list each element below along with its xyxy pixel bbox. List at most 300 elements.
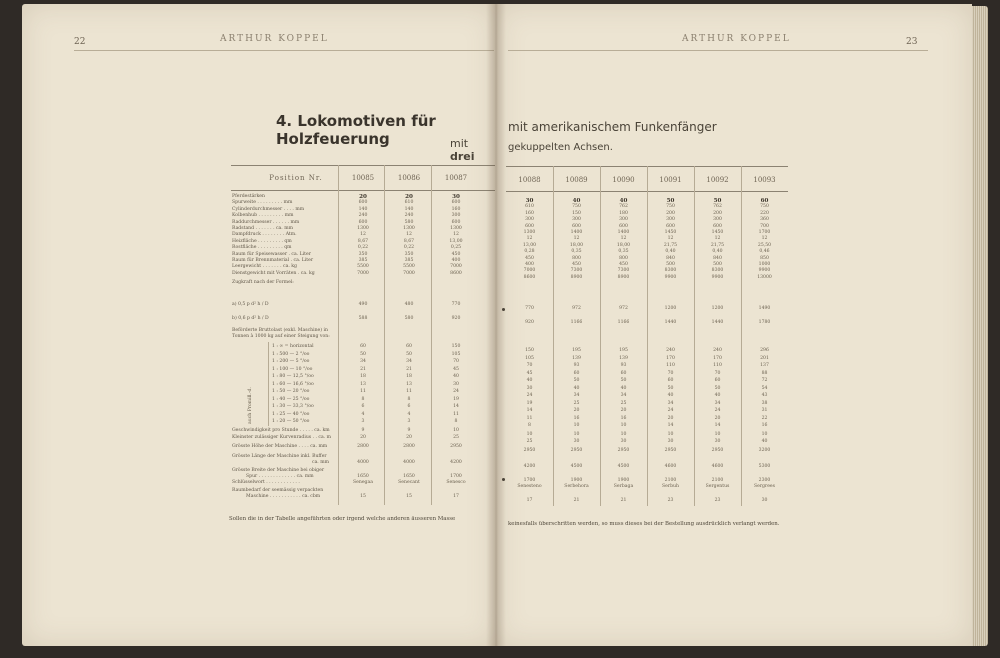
grade-label: 1 : 80 — 12,5 °/oo (272, 374, 314, 379)
table-cell: 2100 (664, 478, 677, 483)
table-cell: 1700 (758, 230, 771, 235)
table-cell: 2950 (570, 448, 583, 453)
table-cell: 0,40 (665, 249, 676, 255)
row-label: Dampfdruck . . . . . . . . Atm. (232, 232, 297, 238)
table-cell: 12 (620, 236, 627, 242)
table-cell: 5500 (357, 264, 369, 270)
table-cell: 8,67 (403, 238, 415, 244)
table-cell: 110 (666, 363, 675, 368)
table-cell: 20 (573, 408, 580, 413)
table-cell: 8900 (617, 274, 630, 280)
table-cell: 800 (619, 255, 628, 261)
table-cell: 9900 (711, 274, 724, 280)
table-cell: 350 (404, 251, 414, 257)
table-cell: 770 (451, 302, 461, 307)
table-cell: 12 (667, 236, 674, 242)
table-cell: 4 (361, 411, 365, 417)
table-cell: 201 (760, 355, 769, 361)
table-cell: 9900 (758, 268, 771, 274)
table-cell: 10 (573, 432, 580, 437)
table-cell: 1166 (570, 320, 583, 325)
title-right: mit amerikanischem Funkenfänger (508, 120, 717, 134)
table-cell: 600 (358, 219, 368, 225)
table-cell: 220 (760, 210, 769, 216)
table-cell: 2800 (357, 444, 369, 449)
table-cell: 300 (713, 217, 722, 223)
table-cell: 170 (666, 355, 675, 361)
table-cell: 12 (761, 236, 768, 242)
table-cell: 4200 (450, 460, 462, 465)
table-cell: 1450 (664, 230, 677, 235)
table-cell: 600 (666, 223, 675, 229)
footnote-right: keinesfalls überschritten werden, so muss dieses bei der Bestellung ausdrücklich verlangt werden. (508, 521, 780, 527)
table-cell: 490 (358, 302, 368, 307)
table-cell: 1440 (711, 320, 724, 325)
table-cell: 500 (713, 262, 722, 267)
table-cell: 30 (452, 194, 460, 200)
row-label: Radstand . . . . . . . ca. mm (232, 226, 293, 231)
table-cell: 19 (526, 400, 533, 406)
table-cell: 50 (667, 385, 674, 391)
table-cell: 12 (526, 236, 533, 242)
table-cell: 38 (761, 400, 768, 406)
table-cell: 21,75 (710, 242, 725, 248)
table-cell: 24 (526, 393, 533, 398)
table-cell: 13 (406, 381, 412, 387)
table-cell: 30 (453, 381, 459, 387)
table-cell: 2800 (403, 444, 415, 449)
table-cell: 1166 (617, 320, 630, 325)
table-cell: 13 (360, 381, 366, 387)
table-cell: 137 (760, 363, 769, 368)
table-cell: 17 (526, 498, 533, 503)
table-cell: 45 (453, 366, 459, 372)
table-cell: 10 (573, 423, 580, 428)
table-cell: 7300 (570, 268, 583, 274)
grade-label: 1 : 30 — 33,3 °/oo (272, 404, 314, 409)
row-label: Maschine . . . . . . . . . . . ca. cbm (246, 494, 321, 499)
table-cell: 15 (360, 494, 366, 499)
table-cell: 30 (525, 198, 534, 204)
table-cell: 1400 (617, 230, 630, 235)
table-cell: 15 (406, 494, 412, 499)
page-number-right: 23 (906, 37, 918, 47)
table-cell: 5300 (758, 464, 771, 469)
table-cell: 10 (620, 432, 627, 437)
table-cell: 300 (451, 213, 461, 219)
table-cell: 4200 (523, 464, 536, 469)
table-cell: 3200 (758, 448, 771, 453)
table-cell: 0,35 (618, 249, 629, 255)
table-cell: 1000 (758, 262, 771, 267)
table-cell: 50 (713, 198, 722, 204)
gutter-mark (502, 478, 505, 481)
table-cell: 2100 (711, 478, 724, 483)
table-cell: 0,28 (524, 249, 535, 255)
table-cell: 300 (525, 217, 534, 223)
table-cell: 762 (713, 204, 722, 210)
table-cell: 9 (407, 428, 411, 433)
table-cell: 105 (525, 355, 534, 361)
table-cell: 920 (525, 320, 534, 325)
table-cell: 1900 (617, 478, 630, 483)
table-cell: 40 (761, 439, 768, 444)
table-cell: 1300 (357, 226, 369, 231)
table-cell: 20 (714, 415, 721, 421)
table-cell: 25 (620, 400, 627, 406)
table-cell: 72 (761, 378, 768, 383)
table-cell: 20 (359, 194, 367, 200)
grade-label: 1 : 200 — 5 °/oo (272, 359, 310, 364)
header-rule-left (74, 50, 494, 51)
table-cell: 30 (526, 385, 533, 391)
table-cell: 34 (406, 359, 412, 364)
row-label: Heizfläche . . . . . . . . . qm (232, 238, 292, 244)
table-cell: 25,50 (757, 242, 772, 248)
table-cell: 610 (404, 200, 414, 206)
table-cell: 60 (667, 378, 674, 383)
table-cell: 840 (713, 255, 722, 261)
table-cell: 9900 (664, 274, 677, 280)
table-cell: 8900 (570, 274, 583, 280)
table-cell: 14 (453, 404, 459, 409)
table-cell: 7000 (357, 270, 369, 276)
table-cell: 70 (714, 370, 721, 376)
page-number-left: 22 (74, 37, 86, 47)
table-cell: Serbaga (613, 484, 634, 489)
row-label: Rostfläche . . . . . . . . . qm (232, 245, 292, 251)
table-cell: 19 (453, 396, 459, 402)
table-cell: 40 (526, 378, 533, 383)
table-cell: 580 (404, 316, 414, 321)
table-cell: 7000 (403, 270, 415, 276)
table-cell: Senesteno (517, 484, 542, 489)
row-label: Leergewicht . . . . . . . ca. kg (232, 264, 297, 270)
table-cell: 70 (453, 359, 459, 364)
table-cell: 25 (453, 435, 459, 440)
table-cell: 972 (619, 306, 628, 311)
grade-label: 1 : ∞ = horizontal (272, 344, 314, 349)
table-cell: 23 (714, 498, 721, 503)
table-cell: 30 (620, 439, 627, 444)
table-cell: 13,00 (449, 238, 463, 244)
table-cell: 0,25 (450, 245, 462, 251)
table-cell: 30 (714, 439, 721, 444)
table-cell: 300 (572, 217, 581, 223)
table-cell: 7000 (523, 268, 536, 274)
table-cell: 600 (525, 223, 534, 229)
table-cell: 972 (572, 306, 581, 311)
row-label: Spur . . . . . . . . . . . . . ca. mm (246, 474, 314, 479)
table-cell: 60 (714, 378, 721, 383)
gutter-mark (502, 308, 505, 311)
table-cell: 4600 (664, 464, 677, 469)
table-cell: 4000 (357, 460, 369, 465)
table-cell: 34 (667, 400, 674, 406)
table-cell: 450 (525, 255, 534, 261)
title-left: 4. Lokomotiven für Holzfeuerung (276, 112, 436, 148)
table-cell: 1650 (403, 474, 415, 479)
table-cell: 150 (525, 348, 534, 353)
column-header: 10093 (753, 176, 776, 184)
table-cell: 40 (453, 374, 459, 379)
table-cell: 45 (526, 370, 533, 376)
table-cell: 50 (573, 378, 580, 383)
table-cell: 10 (620, 423, 627, 428)
table-cell: 40 (573, 385, 580, 391)
table-cell: 40 (667, 393, 674, 398)
table-cell: 400 (451, 258, 461, 263)
table-cell: 10 (453, 428, 459, 433)
table-cell: 4000 (403, 460, 415, 465)
table-cell: 1450 (711, 230, 724, 235)
table-cell: 1300 (523, 230, 536, 235)
table-cell: 16 (761, 423, 768, 428)
table-cell: 160 (451, 206, 461, 212)
page-edges (972, 6, 988, 646)
table-cell: 296 (760, 348, 769, 353)
table-cell: 50 (666, 198, 675, 204)
table-cell: 1490 (758, 306, 771, 311)
table-cell: 700 (760, 223, 769, 229)
table-cell: 600 (572, 223, 581, 229)
table-cell: 8,67 (357, 238, 369, 244)
subtitle-left-bold: drei (450, 150, 475, 163)
row-label: Schlüsselwort . . . . . . . . . . . . (232, 480, 300, 485)
table-cell: 8300 (664, 268, 677, 274)
table-cell: Senecant (398, 480, 420, 485)
table-cell: 6 (407, 404, 411, 409)
table-cell: 40 (572, 198, 581, 204)
table-cell: 34 (620, 393, 627, 398)
grade-label: 1 : 50 — 20 °/oo (272, 389, 310, 394)
table-cell: 16 (573, 415, 580, 421)
table-cell: 20 (667, 415, 674, 421)
grade-label: 1 : 60 — 16,6 °/oo (272, 381, 314, 387)
table-cell: 93 (573, 363, 580, 368)
column-header: 10088 (518, 176, 541, 184)
table-cell: 8600 (523, 274, 536, 280)
table-cell: 34 (714, 400, 721, 406)
table-cell: 2300 (758, 478, 771, 483)
table-cell: 12 (360, 232, 366, 238)
table-cell: 600 (358, 200, 368, 206)
table-cell: 12 (406, 232, 412, 238)
table-cell: 70 (526, 363, 533, 368)
row-label: Beförderte Bruttolast (exkl. Maschine) in (232, 328, 328, 333)
table-cell: 920 (451, 316, 461, 321)
grade-label: 1 : 20 — 50 °/oo (272, 419, 310, 424)
table-cell: 800 (572, 255, 581, 261)
table-cell: 60 (573, 370, 580, 376)
table-cell: 2950 (711, 448, 724, 453)
table-cell: 50 (714, 385, 721, 391)
table-cell: 21 (620, 498, 627, 503)
table-cell: 25 (573, 400, 580, 406)
table-cell: 14 (667, 423, 674, 428)
table-cell: 4 (407, 411, 411, 417)
table-cell: Sergentus (705, 484, 730, 489)
table-cell: 21,75 (663, 242, 678, 248)
table-cell: 150 (572, 210, 581, 216)
table-cell: 12 (453, 232, 459, 238)
table-cell: 50 (406, 351, 412, 357)
row-label: Raum für Speisewasser . ca. Liter (232, 251, 311, 257)
table-cell: 5500 (403, 264, 415, 270)
table-cell: 21 (573, 498, 580, 503)
table-cell: 70 (667, 370, 674, 376)
table-cell: Sergrees (754, 484, 775, 489)
table-cell: 2950 (664, 448, 677, 453)
table-cell: Serbuh (662, 484, 679, 489)
row-label: Zugkraft nach der Formel: (232, 280, 294, 285)
table-cell: 0,22 (403, 245, 415, 251)
column-header: 10092 (706, 176, 729, 184)
table-cell: 10 (526, 432, 533, 437)
row-label: a) 0,5 p d² h / D (232, 302, 269, 307)
table-cell: 1700 (523, 478, 536, 483)
table-cell: 140 (358, 206, 368, 212)
row-label: Grösste Breite der Maschine bei obiger (232, 468, 325, 473)
table-cell: 110 (713, 363, 722, 368)
footnote-left: Sollen die in der Tabelle angeführten oder irgend welche anderen äusseren Masse (229, 516, 456, 522)
column-header: 10085 (351, 174, 375, 182)
table-cell: 11 (526, 415, 533, 421)
grade-label: 1 : 500 — 2 °/oo (272, 351, 310, 357)
table-cell: 88 (761, 370, 768, 376)
grade-bracket (268, 342, 269, 426)
table-cell: 160 (525, 210, 534, 216)
row-label: Tonnen à 1000 kg auf einer Steigung von: (232, 334, 330, 339)
table-cell: 60 (406, 344, 412, 349)
table-cell: 40 (619, 198, 628, 204)
table-cell: 4600 (711, 464, 724, 469)
table-cell: 18,00 (569, 242, 584, 248)
table-cell: 20 (406, 435, 412, 440)
table-cell: 400 (525, 262, 534, 267)
table-cell: 360 (760, 217, 769, 223)
table-cell: 580 (404, 219, 414, 225)
table-cell: 1200 (711, 306, 724, 311)
table-cell: 10 (714, 432, 721, 437)
grade-side-label: auch Promill.-d. (248, 387, 253, 424)
table-cell: 450 (451, 251, 461, 257)
table-cell: 480 (404, 302, 414, 307)
column-header: 10091 (659, 176, 682, 184)
table-cell: 12 (714, 236, 721, 242)
column-header: 10087 (444, 174, 468, 182)
table-cell: 18 (360, 374, 366, 379)
table-cell: 30 (573, 439, 580, 444)
table-cell: 200 (666, 210, 675, 216)
table-cell: 34 (573, 393, 580, 398)
table-cell: 60 (360, 344, 366, 349)
table-cell: 18 (406, 374, 412, 379)
table-cell: 8 (407, 396, 411, 402)
table-cell: 31 (761, 408, 768, 413)
table-cell: Senegaa (353, 480, 373, 485)
table-cell: 0,35 (571, 249, 582, 255)
table-cell: 1700 (450, 474, 462, 479)
table-cell: 450 (572, 262, 581, 267)
table-cell: 9 (361, 428, 365, 433)
table-cell: 139 (619, 355, 628, 361)
table-cell: 3 (361, 419, 365, 424)
table-cell: 240 (404, 213, 414, 219)
table-cell: 450 (619, 262, 628, 267)
table-cell: 93 (620, 363, 627, 368)
table-cell: 385 (404, 258, 414, 263)
table-cell: 16 (620, 415, 627, 421)
right-page (496, 4, 972, 646)
column-divider (338, 165, 339, 505)
table-cell: 610 (525, 204, 534, 210)
table-cell: 20 (405, 194, 413, 200)
table-cell: 1650 (357, 474, 369, 479)
table-cell: 600 (451, 200, 461, 206)
left-page (22, 4, 496, 646)
row-label: Grösste Länge der Maschine inkl. Buffer (232, 454, 327, 459)
table-cell: 170 (713, 355, 722, 361)
table-cell: 762 (619, 204, 628, 210)
subtitle-left-prefix: mit (450, 137, 469, 150)
table-cell: Serbehora (564, 484, 589, 489)
column-header: 10086 (397, 174, 421, 182)
table-cell: 24 (453, 389, 459, 394)
table-cell: 200 (713, 210, 722, 216)
table-cell: 10 (761, 432, 768, 437)
table-cell: 140 (404, 206, 414, 212)
table-cell: 600 (619, 223, 628, 229)
table-cell: 105 (451, 351, 461, 357)
table-cell: 14 (526, 408, 533, 413)
table-cell: 0,40 (712, 249, 723, 255)
running-head-left: ARTHUR KOPPEL (220, 34, 329, 44)
row-label: Spurweite . . . . . . . . . mm (232, 200, 293, 206)
table-cell: 1200 (664, 306, 677, 311)
table-cell: 300 (619, 217, 628, 223)
table-cell: 40 (714, 393, 721, 398)
table-cell: Senesco (446, 480, 466, 485)
table-cell: 13,00 (522, 242, 537, 248)
table-cell: 30 (761, 498, 768, 503)
row-label: ca. mm (312, 460, 329, 465)
row-label: Kleinster zulässiger Kurvenradius . . ca. m (232, 435, 332, 440)
table-cell: 22 (761, 415, 768, 421)
table-cell: 600 (713, 223, 722, 229)
table-cell: 0,46 (759, 249, 770, 255)
table-cell: 8300 (711, 268, 724, 274)
table-cell: 180 (619, 210, 628, 216)
table-cell: 34 (360, 359, 366, 364)
column-header: 10089 (565, 176, 588, 184)
table-cell: 2950 (450, 444, 462, 449)
grade-label: 1 : 25 — 40 °/oo (272, 411, 310, 417)
row-label: Cylinderdurchmesser . . . . mm (232, 206, 305, 212)
subtitle-right: gekuppelten Achsen. (508, 142, 613, 153)
table-cell: 7000 (450, 264, 462, 270)
table-cell: 13000 (757, 274, 772, 280)
table-cell: 8600 (450, 270, 462, 276)
column-header: 10090 (612, 176, 635, 184)
table-cell: 11 (453, 411, 459, 417)
table-cell: 1780 (758, 320, 771, 325)
table-cell: 3 (407, 419, 411, 424)
table-cell: 18,00 (616, 242, 631, 248)
table-cell: 1440 (664, 320, 677, 325)
table-cell: 240 (358, 213, 368, 219)
table-cell: 2950 (523, 448, 536, 453)
